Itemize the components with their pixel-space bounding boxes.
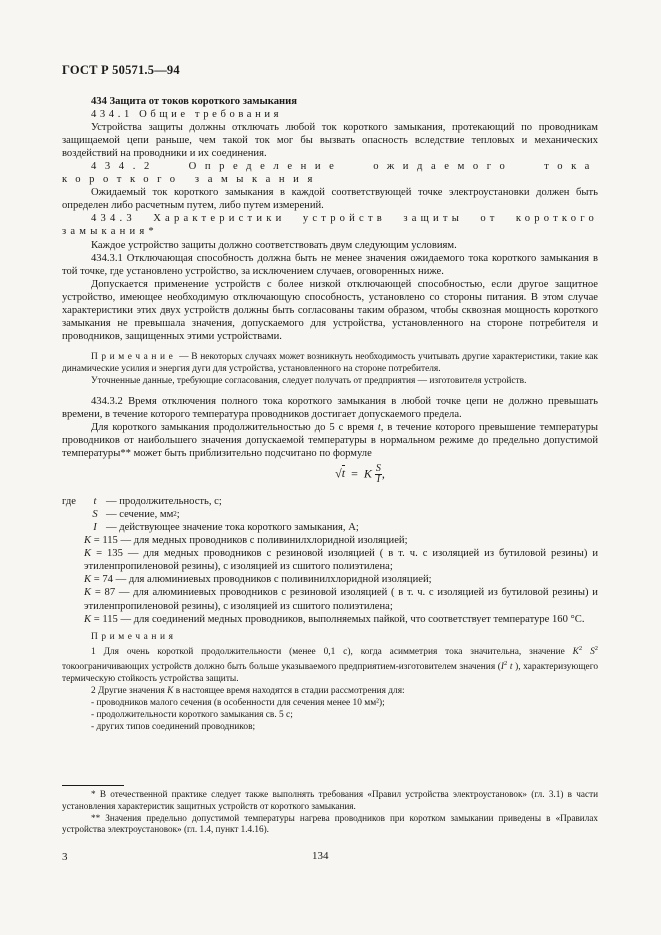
formula: √t = K $\frac{S}{I}$ , [335, 463, 385, 486]
definition-row: где t — продолжительность, с; [62, 496, 222, 508]
definition-row: K = 135 — для медных проводников с резиновой изоляцией ( в т. ч. с изоляцией из бутиловой резины) и этиленпропиленовой резины), с изоляцией из сшитого полиэтилена; [84, 548, 598, 573]
main-text [62, 95, 598, 733]
subsection-heading-434-1: 434.1 Общие требования [91, 109, 283, 121]
paragraph: Устройства защиты должны отключать любой ток короткого замыкания, протекающий по проводникам защищаемой цепи раньше, чем такой ток мог бы вызвать опасность вследствие тепловых и механических воздействий на проводники и их соединения. [62, 122, 598, 160]
note [62, 351, 598, 375]
note-1: 1 Для очень короткой продолжительности (менее 0,1 с), когда асимметрия тока значительна, значение $K^2$ $S^2$ токоограничивающих устройств должно быть больше указываемого предприятием-изготовителем значения ($I^2$ t ), характеризующего термическую стойкость устройства защиты. [62, 644, 599, 684]
fraction: $\frac{S}{I}$ [375, 463, 381, 486]
list-item: - продолжительности короткого замыкания св. 5 с; [91, 709, 293, 720]
section-title: 434 Защита от токов короткого замыкания [91, 96, 297, 107]
footnote-1: * В отечественной практике следует также выполнять требования «Правил устройства электроустановок» (гл. 3.1) в части установления характеристик защитных устройств от короткого замыкания. [62, 789, 598, 811]
paragraph: 434.3.2 Время отключения полного тока короткого замыкания в любой точке цепи не должно превышать времени, в течение которого температура проводников достигает допускаемого предела. [62, 395, 598, 420]
page-number: 134 [312, 850, 329, 862]
definition-row: K = 74 — для алюминиевых проводников с поливинилхлоридной изоляцией; [84, 574, 432, 586]
definition-row: K = 115 — для медных проводников с поливинилхлоридной изоляцией; [84, 535, 408, 547]
definition-row: I — действующее значение тока короткого замыкания, А; [93, 522, 359, 534]
footnotes [62, 789, 598, 836]
paragraph: Ожидаемый ток короткого замыкания в каждой соответствующей точке электроустановки должен быть определен либо расчетным путем, либо путем измерений. [62, 187, 598, 212]
list-item: - других типов соединений проводников; [91, 721, 256, 732]
footer-left-number: 3 [62, 851, 68, 863]
standard-header: ГОСТ Р 50571.5—94 [62, 63, 180, 77]
definition-row: S — сечение, мм 2 ; [92, 509, 180, 521]
paragraph: 434.3.1 Отключающая способность должна быть не менее значения ожидаемого тока короткого замыкания в той точке, где установлено устройство, за исключением случаев, оговоренных ниже. [62, 252, 598, 277]
note-label: Примечание [91, 351, 177, 362]
sqrt-sign: √ [335, 466, 342, 481]
note-text: — В некоторых случаях может возникнуть необходимость учитывать другие характеристики, такие как динамические усилия и энергия дуги для устройства, установленного на стороне потребителя. [62, 351, 598, 374]
definition-row: K = 115 — для соединений медных проводников, выполняемых пайкой, что соответствует температуре 160 °С. [84, 613, 585, 625]
paragraph: Допускается применение устройств с более низкой отключающей способностью, если другое защитное устройство, имеющее необходимую отключающую способность, установлено со стороны питания. В этом случае характеристики этих двух устройств должны быть согласованы таким образом, чтобы сквозная мощность короткого замыкания не превышала значения, допускаемого для устройства, установленного на стороне потребителя и проводников, защищенных этими устройствами. [62, 278, 598, 342]
paragraph: Для короткого замыкания продолжительностью до 5 с время t, в течение которого превышение температуры проводников от наибольшего значения допускаемой температуры в нормальном режиме до предельно допустимой температуры** может быть приблизительно подсчитано по формуле [62, 421, 598, 460]
subsection-heading-434-3: 434.3 Характеристики устройств защиты от короткого замыкания* [62, 213, 598, 238]
notes-title: Примечания [91, 631, 177, 642]
subsection-heading-434-2: 434.2 Определение ожидаемого тока короткого замыкания [62, 161, 598, 186]
note-2: 2 Другие значения K в настоящее время находятся в стадии рассмотрения для: [91, 685, 405, 696]
paragraph: Каждое устройство защиты должно соответствовать двум следующим условиям. [91, 239, 457, 251]
list-item: - проводников малого сечения (в особенности для сечения менее 10 мм²); [91, 697, 385, 708]
note-text-2: Уточненные данные, требующие согласования, следует получать от предприятия — изготовителя устройств. [91, 375, 527, 386]
footnote-2: ** Значения предельно допустимой температуры нагрева проводников при коротком замыкании приведены в «Правилах устройства электроустановок» (гл. 1.4, пункт 1.4.16). [62, 812, 598, 835]
definition-row: K = 87 — для алюминиевых проводников с резиновой изоляцией ( в т. ч. с изоляцией из бутиловой резины) и этиленпропиленовой резины), с изоляцией из сшитого полиэтилена; [84, 587, 598, 612]
variable-definitions [62, 495, 598, 625]
footnote-divider [62, 785, 124, 786]
